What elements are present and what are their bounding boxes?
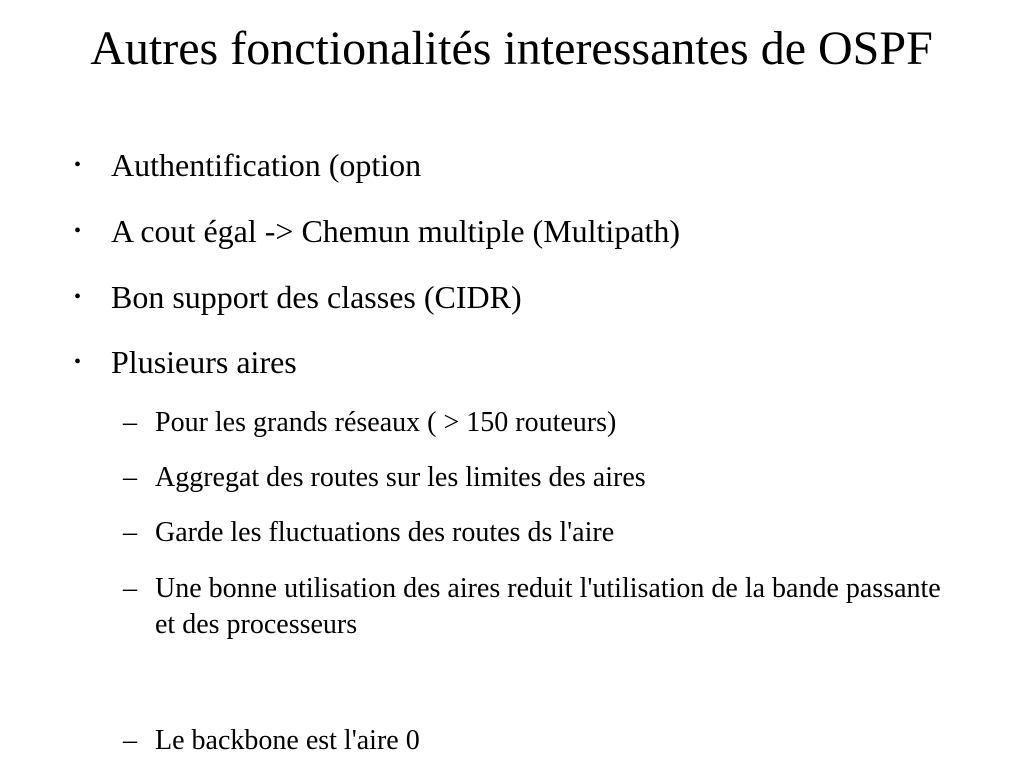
sub-marker: – — [123, 573, 137, 604]
sub-marker: – — [123, 517, 137, 548]
bullet-marker: • — [74, 286, 82, 308]
sub-marker: – — [123, 462, 137, 493]
sub-text: Aggregat des routes sur les limites des aires — [155, 462, 646, 493]
bullet-marker: • — [74, 154, 82, 176]
slide-title: Autres fonctionalités interessantes de OSPF — [90, 22, 933, 75]
sub-text: Le backbone est l'aire 0 — [155, 725, 420, 756]
sub-marker: – — [123, 407, 137, 438]
sub-text: Pour les grands réseaux ( > 150 routeurs) — [155, 407, 617, 438]
bullet-marker: • — [74, 351, 82, 373]
bullet-text: Authentification (option — [111, 147, 422, 183]
bullet-marker: • — [74, 220, 82, 242]
sub-text: Une bonne utilisation des aires reduit l'utilisation de la bande passante et des processeurs — [155, 573, 941, 640]
bullet-text: Plusieurs aires — [111, 344, 297, 380]
sub-marker: – — [123, 725, 137, 756]
bullet-text: Bon support des classes (CIDR) — [111, 279, 522, 315]
bullet-text: A cout égal -> Chemun multiple (Multipath) — [111, 213, 681, 249]
sub-text: Garde les fluctuations des routes ds l'aire — [155, 517, 615, 548]
